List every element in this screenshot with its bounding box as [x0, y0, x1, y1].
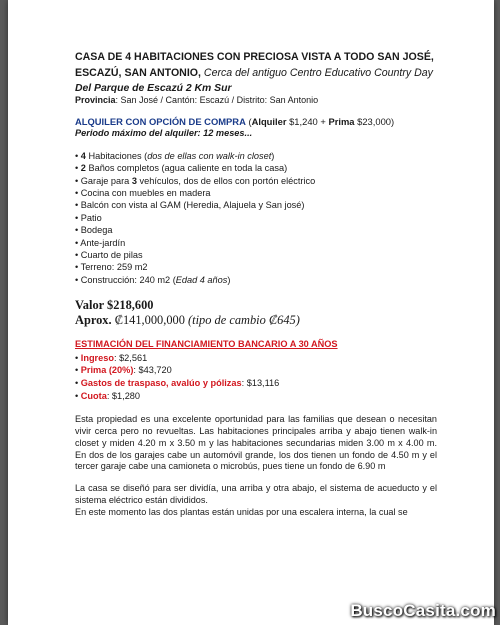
rental-open-paren: (	[245, 116, 252, 128]
feature-text: Habitaciones (	[85, 150, 148, 161]
financing-label: Gastos de traspaso, avalúo y pólizas	[80, 378, 242, 389]
features-list	[75, 150, 437, 286]
financing-item	[75, 377, 437, 390]
price-value: Valor $218,600	[75, 298, 154, 313]
financing-bullet: •	[75, 378, 81, 389]
exchange-rate: (tipo de cambio ₡645)	[188, 313, 300, 328]
financing-value: : $1,280	[106, 390, 141, 401]
feature-text: •	[75, 150, 81, 161]
financing-heading: ESTIMACIÓN DEL FINANCIAMIENTO BANCARIO A 30 AÑOS	[75, 339, 338, 350]
feature-item	[75, 249, 437, 261]
rental-heading	[75, 116, 437, 128]
financing-item	[75, 364, 437, 377]
financing-value: : $13,116	[241, 378, 280, 389]
feature-count: 3	[131, 175, 137, 186]
feature-text: • Bodega	[75, 225, 113, 236]
document-page	[8, 0, 494, 625]
financing-bullet: •	[75, 352, 81, 363]
rental-title: ALQUILER CON OPCIÓN DE COMPRA	[75, 116, 246, 128]
feature-text: • Balcón con vista al GAM (Heredia, Alajuela y San josé)	[75, 200, 305, 211]
financing-label: Prima (20%)	[80, 365, 134, 376]
listing-subtitle: Del Parque de Escazú 2 Km Sur	[75, 82, 232, 94]
financing-label: Cuota	[80, 390, 107, 401]
feature-item	[75, 212, 437, 224]
feature-item	[75, 261, 437, 273]
approx-label: Aprox.	[75, 313, 112, 328]
financing-bullet: •	[75, 365, 81, 376]
financing-bullet: •	[75, 390, 81, 401]
financing-list	[75, 352, 437, 402]
feature-item	[75, 150, 437, 162]
feature-count: 4	[80, 150, 86, 161]
feature-text: • Garaje para	[75, 175, 132, 186]
feature-item	[75, 175, 437, 187]
rent-value: $1,240 +	[286, 116, 329, 128]
financing-item	[75, 352, 437, 365]
feature-text: )	[227, 274, 231, 285]
feature-note: Edad 4 años	[175, 274, 228, 285]
feature-text: • Ante-jardín	[75, 237, 126, 248]
location-label: Provincia	[75, 94, 116, 105]
prima-value: $23,000)	[354, 116, 395, 128]
listing-title	[75, 50, 437, 82]
rental-period: Periodo máximo del alquiler: 12 meses...	[75, 128, 253, 139]
feature-text: vehículos, dos de ellos con portón eléctrico	[136, 175, 316, 186]
feature-text: •	[75, 163, 81, 174]
location-line	[75, 95, 437, 107]
financing-value: : $2,561	[113, 352, 148, 363]
feature-item	[75, 224, 437, 236]
feature-item	[75, 237, 437, 249]
description-paragraph-1: Esta propiedad es una excelente oportunidad para las familias que desean o necesitan vivir cerca pero no revueltas. Las habitaciones principales arriba y abajo tienen walk-in closet y miden 4.20 m x 3.50 m y las habitaciones secundarias miden 3.00 m x 4.00 m. En dos de los garajes cabe un automóvil grande, los dos tienen un fondo de 4.50 m y el tercer garaje cabe una camioneta o microbús, pues tiene un fondo de 6.90 m	[75, 414, 437, 472]
description-paragraph-3: En este momento las dos plantas están unidas por una escalera interna, la cual se	[75, 506, 408, 517]
feature-note: dos de ellas con walk-in closet	[147, 150, 272, 161]
feature-count: 2	[80, 163, 86, 174]
financing-value: : $43,720	[133, 365, 172, 376]
listing-content	[75, 50, 437, 519]
feature-item	[75, 162, 437, 174]
feature-item	[75, 274, 437, 286]
rent-label: Alquiler	[251, 116, 287, 128]
feature-item	[75, 187, 437, 199]
feature-text: • Construcción: 240 m2 (	[75, 274, 176, 285]
site-watermark: BuscoCasita.com	[350, 601, 496, 620]
feature-text: Baños completos (agua caliente en toda la casa)	[85, 163, 288, 174]
approx-value: ₡141,000,000	[111, 313, 189, 328]
feature-text: • Patio	[75, 212, 102, 223]
feature-text: • Cuarto de pilas	[75, 250, 143, 261]
feature-item	[75, 199, 437, 211]
feature-text: )	[271, 150, 275, 161]
feature-text: • Cocina con muebles en madera	[75, 188, 211, 198]
prima-label: Prima	[328, 116, 355, 128]
financing-label: Ingreso	[80, 352, 114, 363]
description-paragraph-2: La casa se diseñó para ser dividía, una arriba y otra abajo, el sistema de acueducto y el sistema eléctrico están divididos.	[75, 483, 437, 505]
financing-item	[75, 390, 437, 403]
location-value: : San José / Cantón: Escazú / Distrito: San Antonio	[115, 94, 319, 105]
feature-text: • Terreno: 259 m2	[75, 262, 148, 273]
title-main: CASA DE 4 HABITACIONES CON PRECIOSA VISTA A TODO SAN JOSÉ, ESCAZÚ, SAN ANTONIO,	[75, 51, 434, 79]
price-approx	[75, 313, 437, 328]
title-detail: Cerca del antiguo Centro Educativo Country Day	[200, 66, 433, 79]
